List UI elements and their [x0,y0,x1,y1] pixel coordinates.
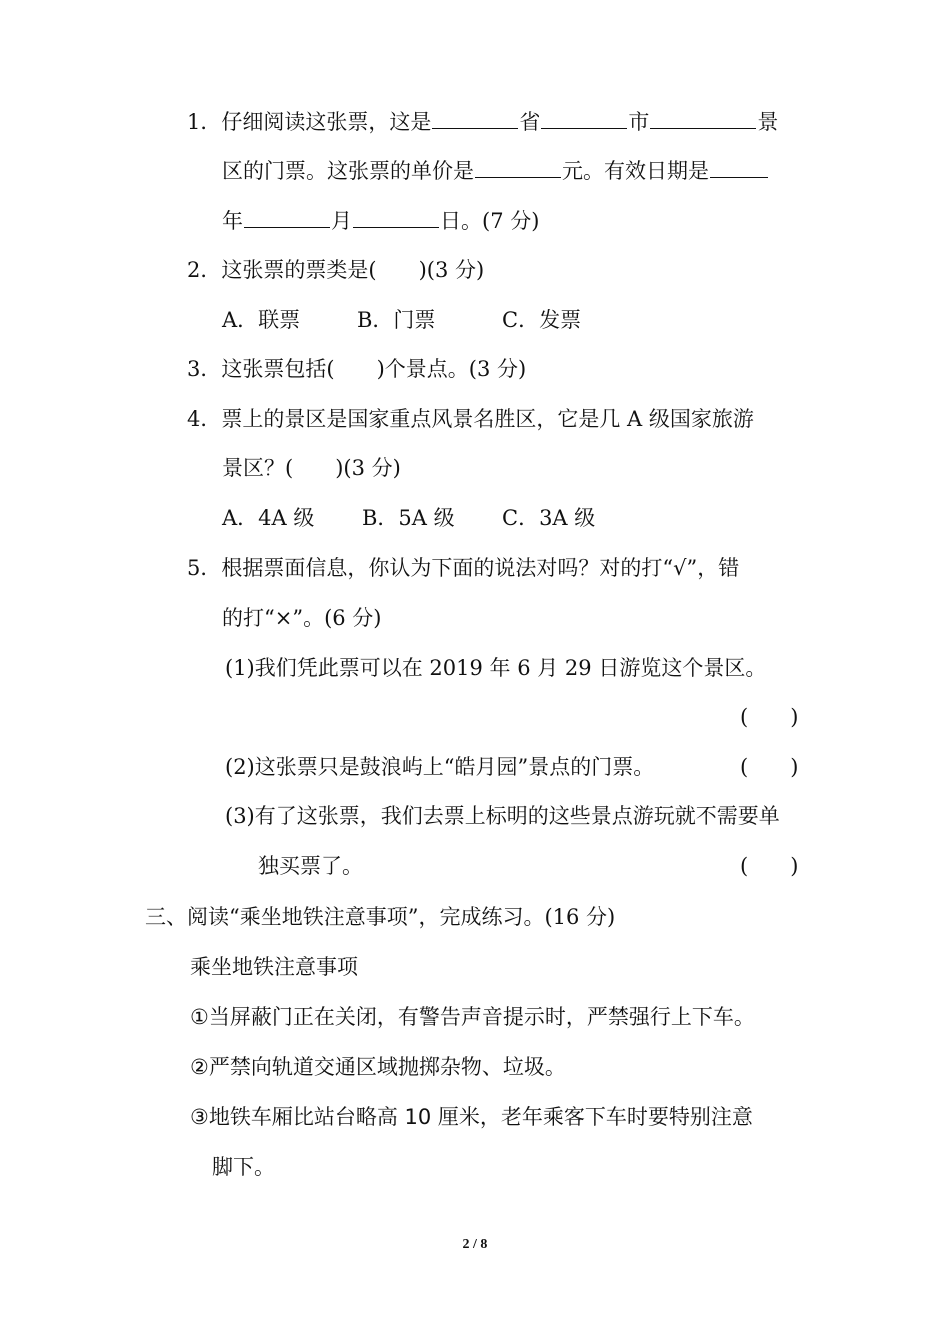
q2-option-a[interactable]: A．联票 [222,308,301,332]
q4-line-1: 4．票上的景区是国家重点风景名胜区，它是几 A 级国家旅游 [187,407,754,431]
q5-answer-paren-2[interactable]: ( ) [740,755,799,779]
q4-option-c[interactable]: C．3A 级 [502,506,596,530]
province-blank[interactable] [432,108,518,129]
q5-answer-paren-1[interactable]: ( ) [740,705,799,729]
scenic-area-blank[interactable] [650,108,756,129]
day-blank[interactable] [353,207,439,228]
q5-statement-3-line-1: (3)有了这张票，我们去票上标明的这些景点游玩就不需要单 [225,804,780,828]
q5-line-1: 5．根据票面信息，你认为下面的说法对吗？对的打“√”，错 [187,556,740,580]
price-blank[interactable] [475,157,561,178]
q4-line-2: 景区？( )(3 分) [222,456,401,480]
q4-option-a[interactable]: A．4A 级 [222,506,315,530]
subway-notice-item-1: ①当屏蔽门正在关闭，有警告声音提示时，严禁强行上下车。 [190,1005,755,1029]
q5-statement-3-line-2: 独买票了。 [258,854,363,878]
q5-answer-paren-3[interactable]: ( ) [740,854,799,878]
q4-options [222,504,822,532]
month-blank[interactable] [244,207,330,228]
q5-statement-1: (1)我们凭此票可以在 2019 年 6 月 29 日游览这个景区。 [225,656,767,680]
q1-number: 1． [187,110,222,134]
subway-notice-item-2: ②严禁向轨道交通区域抛掷杂物、垃圾。 [190,1055,566,1079]
q2-options [222,306,822,334]
q3-line: 3．这张票包括( )个景点。(3 分) [187,357,527,381]
subway-notice-item-3-line-2: 脚下。 [212,1155,275,1179]
q5-line-2: 的打“×”。(6 分) [222,606,382,630]
subway-notice-title: 乘坐地铁注意事项 [190,955,358,979]
subway-notice-item-3-line-1: ③地铁车厢比站台略高 10 厘米，老年乘客下车时要特别注意 [190,1105,753,1129]
section-3-heading: 三、阅读“乘坐地铁注意事项”，完成练习。(16 分) [145,905,616,929]
year-blank[interactable] [710,157,768,178]
page-number: 2 / 8 [462,1237,488,1252]
q1-line-1: 1．仔细阅读这张票，这是 省 市 景 [187,110,779,134]
q2-option-c[interactable]: C．发票 [502,308,582,332]
q1-line-3: 年 月 日。(7 分) [222,209,540,233]
q5-statement-2: (2)这张票只是鼓浪屿上“皓月园”景点的门票。 [225,755,655,779]
q1-line-2: 区的门票。这张票的单价是 元。有效日期是 [222,157,769,185]
q2-line: 2．这张票的票类是( )(3 分) [187,258,485,282]
q2-option-b[interactable]: B．门票 [357,308,436,332]
city-blank[interactable] [541,108,627,129]
q4-option-b[interactable]: B．5A 级 [362,506,455,530]
